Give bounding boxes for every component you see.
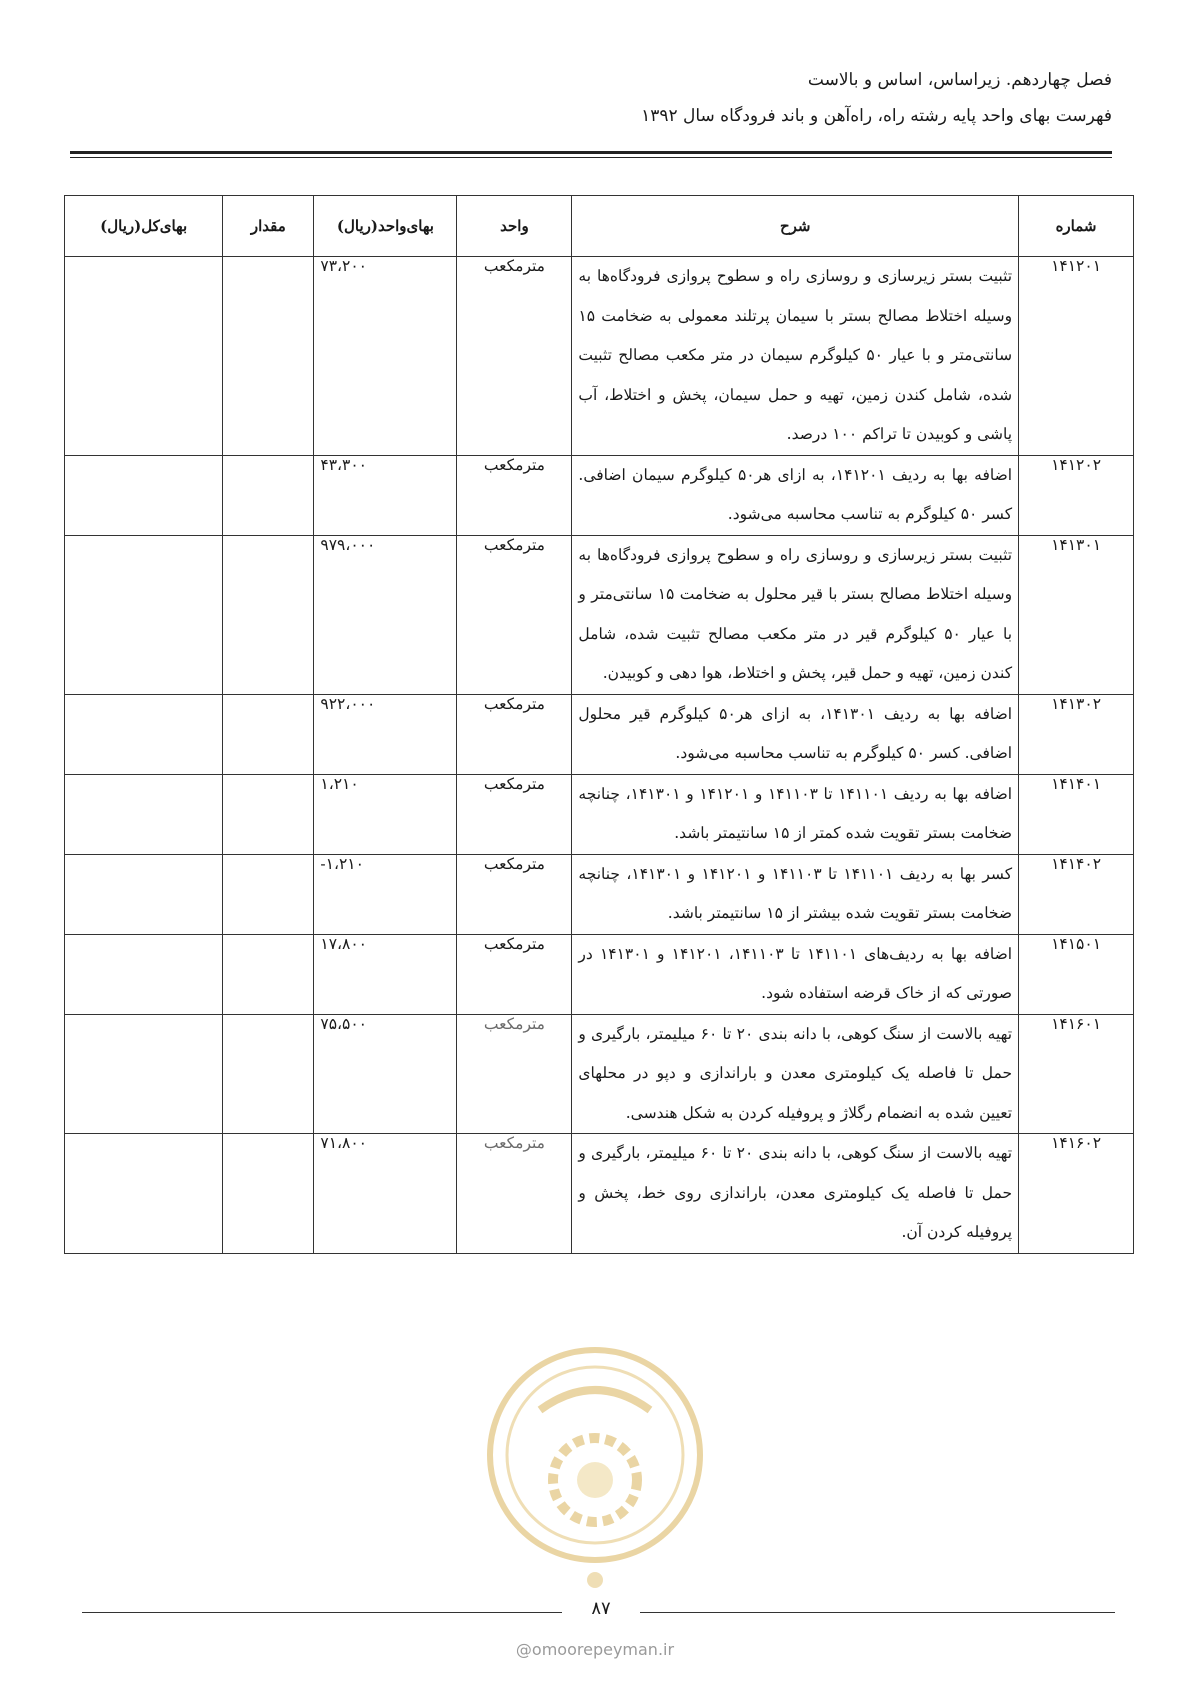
header-description: شرح <box>572 196 1019 257</box>
header-number: شماره <box>1019 196 1134 257</box>
page-header <box>72 62 1112 134</box>
item-total <box>65 774 223 854</box>
header-rule-thick <box>70 151 1112 154</box>
item-quantity <box>223 1134 314 1254</box>
item-unit-price: ۷۵،۵۰۰ <box>314 1014 457 1134</box>
footer-rule-left <box>82 1612 562 1613</box>
document-subtitle: فهرست بهای واحد پایه رشته راه، راه‌آهن و باند فرودگاه سال ۱۳۹۲ <box>641 106 1112 126</box>
item-number: ۱۴۱۴۰۲ <box>1019 854 1134 934</box>
item-unit: مترمکعب <box>457 774 572 854</box>
item-unit: مترمکعب <box>457 694 572 774</box>
item-unit: مترمکعب <box>457 535 572 694</box>
table-row <box>65 694 1134 774</box>
item-unit-price: ۱۷،۸۰۰ <box>314 934 457 1014</box>
item-number: ۱۴۱۴۰۱ <box>1019 774 1134 854</box>
item-total <box>65 1134 223 1254</box>
header-unit-price: بهای‌واحد(ریال) <box>314 196 457 257</box>
item-quantity <box>223 535 314 694</box>
item-total <box>65 854 223 934</box>
item-unit: مترمکعب <box>457 934 572 1014</box>
table-row <box>65 934 1134 1014</box>
item-unit: مترمکعب <box>457 1134 572 1254</box>
table-row <box>65 1014 1134 1134</box>
item-total <box>65 694 223 774</box>
table-row <box>65 854 1134 934</box>
item-quantity <box>223 455 314 535</box>
item-quantity <box>223 934 314 1014</box>
item-number: ۱۴۱۲۰۱ <box>1019 257 1134 456</box>
item-quantity <box>223 854 314 934</box>
item-description: تثبیت بستر زیرسازی و روسازی راه و سطوح پروازی فرودگاه‌ها به وسیله اختلاط مصالح بستر با قیر محلول به ضخامت ۱۵ سانتی‌متر و با عیار ۵۰ کیلوگرم قیر در متر مکعب مصالح تثبیت شده، شامل کندن زمین، تهیه و حمل قیر، پخش و اختلاط، هوا دهی و کوبیدن. <box>572 535 1019 694</box>
item-number: ۱۴۱۳۰۲ <box>1019 694 1134 774</box>
header-rule-thin <box>70 157 1112 158</box>
item-unit-price: ۹۲۲،۰۰۰ <box>314 694 457 774</box>
item-total <box>65 934 223 1014</box>
item-description: اضافه بها به ردیف ۱۴۱۳۰۱، به ازای هر۵۰ کیلوگرم قیر محلول اضافی. کسر ۵۰ کیلوگرم به تناسب محاسبه می‌شود. <box>572 694 1019 774</box>
header-quantity: مقدار <box>223 196 314 257</box>
item-quantity <box>223 694 314 774</box>
item-unit-price: ۷۱،۸۰۰ <box>314 1134 457 1254</box>
table-row <box>65 257 1134 456</box>
table-header-row <box>65 196 1134 257</box>
item-unit-price: ۷۳،۲۰۰ <box>314 257 457 456</box>
item-description: تثبیت بستر زیرسازی و روسازی راه و سطوح پروازی فرودگاه‌ها به وسیله اختلاط مصالح بستر با سیمان پرتلند معمولی به ضخامت ۱۵ سانتی‌متر و با عیار ۵۰ کیلوگرم سیمان در متر مکعب مصالح تثبیت شده، شامل کندن زمین، تهیه و حمل سیمان، پخش و اختلاط، آب پاشی و کوبیدن تا تراکم ۱۰۰ درصد. <box>572 257 1019 456</box>
item-unit: مترمکعب <box>457 1014 572 1134</box>
item-quantity <box>223 257 314 456</box>
item-unit: مترمکعب <box>457 257 572 456</box>
footer-rule-right <box>640 1612 1115 1613</box>
table-row <box>65 535 1134 694</box>
item-total <box>65 257 223 456</box>
chapter-title: فصل چهاردهم. زیراساس، اساس و بالاست <box>807 70 1112 90</box>
table-row <box>65 774 1134 854</box>
item-unit-price: -۱،۲۱۰ <box>314 854 457 934</box>
item-unit-price: ۴۳،۳۰۰ <box>314 455 457 535</box>
item-unit-price: ۱،۲۱۰ <box>314 774 457 854</box>
item-number: ۱۴۱۲۰۲ <box>1019 455 1134 535</box>
item-quantity <box>223 1014 314 1134</box>
item-unit: مترمکعب <box>457 854 572 934</box>
item-total <box>65 455 223 535</box>
item-description: تهیه بالاست از سنگ کوهی، با دانه بندی ۲۰ تا ۶۰ میلیمتر، بارگیری و حمل تا فاصله یک کیلومتری معدن، باراندازی روی خط، پخش و پروفیله کردن آن. <box>572 1134 1019 1254</box>
header-unit: واحد <box>457 196 572 257</box>
page-number: ۸۷ <box>591 1598 611 1619</box>
item-unit: مترمکعب <box>457 455 572 535</box>
item-number: ۱۴۱۳۰۱ <box>1019 535 1134 694</box>
item-quantity <box>223 774 314 854</box>
item-number: ۱۴۱۶۰۲ <box>1019 1134 1134 1254</box>
website-watermark: @omoorepeyman.ir <box>515 1640 675 1659</box>
table-row <box>65 1134 1134 1254</box>
item-description: تهیه بالاست از سنگ کوهی، با دانه بندی ۲۰ تا ۶۰ میلیمتر، بارگیری و حمل تا فاصله یک کیلومتری معدن و باراندازی و دپو در محلهای تعیین شده به انضمام رگلاژ و پروفیله کردن به شکل هندسی. <box>572 1014 1019 1134</box>
item-description: اضافه بها به ردیف‌های ۱۴۱۱۰۱ تا ۱۴۱۱۰۳، ۱۴۱۲۰۱ و ۱۴۱۳۰۱ در صورتی که از خاک قرضه استفاده شود. <box>572 934 1019 1014</box>
seal-watermark-icon <box>480 1340 710 1590</box>
item-description: اضافه بها به ردیف ۱۴۱۲۰۱، به ازای هر۵۰ کیلوگرم سیمان اضافی. کسر ۵۰ کیلوگرم به تناسب محاسبه می‌شود. <box>572 455 1019 535</box>
table-row <box>65 455 1134 535</box>
item-description: کسر بها به ردیف ۱۴۱۱۰۱ تا ۱۴۱۱۰۳ و ۱۴۱۲۰۱ و ۱۴۱۳۰۱، چنانچه ضخامت بستر تقویت شده بیشتر از ۱۵ سانتیمتر باشد. <box>572 854 1019 934</box>
price-list-table <box>64 195 1134 1254</box>
item-total <box>65 535 223 694</box>
item-description: اضافه بها به ردیف ۱۴۱۱۰۱ تا ۱۴۱۱۰۳ و ۱۴۱۲۰۱ و ۱۴۱۳۰۱، چنانچه ضخامت بستر تقویت شده کمتر از ۱۵ سانتیمتر باشد. <box>572 774 1019 854</box>
item-total <box>65 1014 223 1134</box>
header-total-price: بهای‌کل(ریال) <box>65 196 223 257</box>
item-number: ۱۴۱۶۰۱ <box>1019 1014 1134 1134</box>
item-number: ۱۴۱۵۰۱ <box>1019 934 1134 1014</box>
item-unit-price: ۹۷۹،۰۰۰ <box>314 535 457 694</box>
